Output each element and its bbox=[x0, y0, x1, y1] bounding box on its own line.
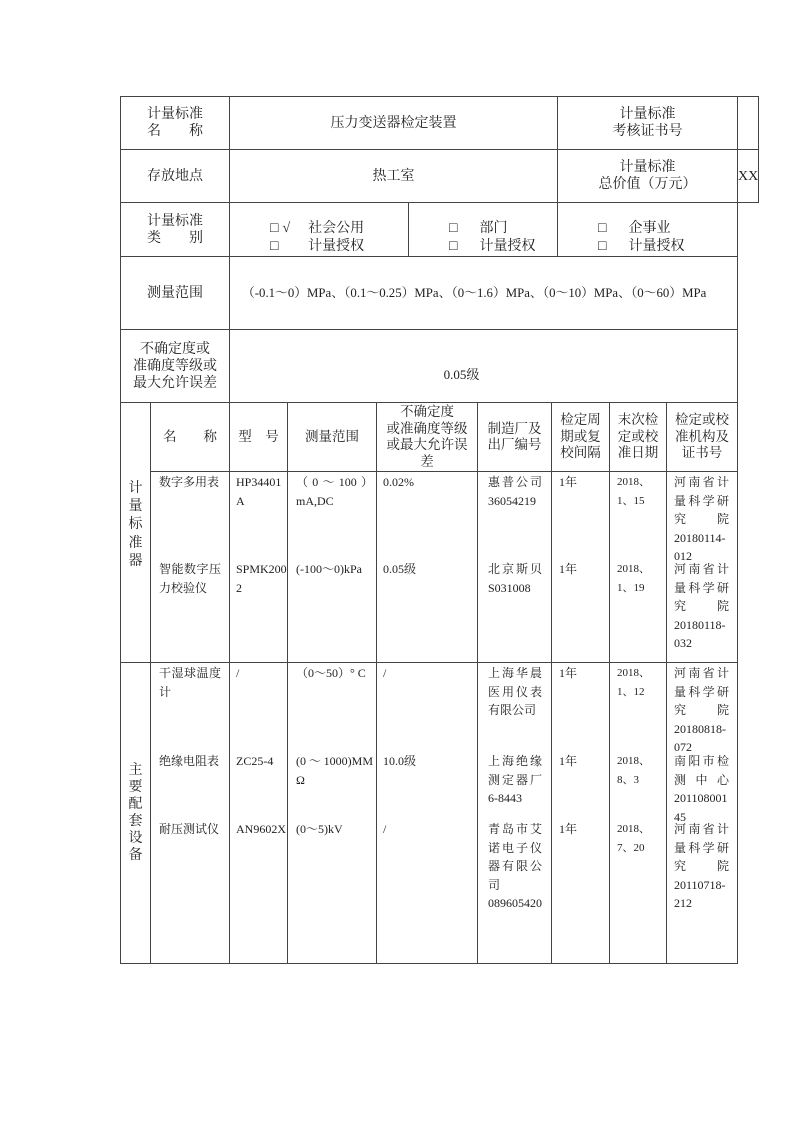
header-row bbox=[121, 403, 738, 472]
equipment-name: 绝缘电阻表 bbox=[159, 754, 220, 768]
column-header-manufacturer: 制造厂及出厂编号 bbox=[478, 403, 552, 472]
checkbox-icon: □ bbox=[598, 239, 607, 254]
manufacturer: 惠普公司36054219 bbox=[488, 475, 542, 508]
category-option-checkbox bbox=[598, 220, 610, 238]
table-row bbox=[121, 559, 738, 663]
accuracy: 0.02% bbox=[383, 475, 414, 489]
standard-name-label: 计量标准 名 称 bbox=[121, 97, 230, 150]
certificate-number-value bbox=[738, 97, 759, 150]
calibration-period: 1年 bbox=[559, 562, 578, 576]
measurement-range: (0～1000)MMΩ bbox=[296, 754, 373, 787]
last-calibration-date: 2018、8、3 bbox=[617, 755, 650, 786]
calibration-institution: 河南省计量科学研究院20180114-012 bbox=[674, 475, 729, 563]
accuracy: / bbox=[383, 666, 387, 680]
measurement-range-label: 测量范围 bbox=[121, 257, 230, 330]
category-option-checkbox bbox=[449, 238, 461, 256]
manufacturer: 上海绝缘测定器厂6-8443 bbox=[488, 754, 542, 805]
category-option-label: 部门 bbox=[479, 221, 508, 236]
column-header-period: 检定周期或复校间隔 bbox=[552, 403, 610, 472]
model-number: HP34401A bbox=[236, 475, 282, 508]
calibration-institution: 河南省计量科学研究院20180818-072 bbox=[674, 666, 729, 754]
model-number: AN9602X bbox=[236, 822, 286, 836]
section-label-text: 主要配套设备 bbox=[128, 763, 143, 863]
standard-info-table bbox=[120, 96, 759, 403]
checkbox-icon: □ bbox=[270, 239, 279, 254]
calibration-period: 1年 bbox=[559, 475, 578, 489]
table-row bbox=[121, 751, 738, 819]
total-value-value: XX bbox=[738, 150, 759, 203]
category-option-label: 计量授权 bbox=[308, 239, 365, 254]
column-header-accuracy: 不确定度 或准确度等级或最大允许误差 bbox=[377, 403, 478, 472]
standard-name-value: 压力变送器检定装置 bbox=[230, 97, 558, 150]
measurement-range-value: （-0.1～0）MPa、（0.1～0.25）MPa、（0～1.6）MPa、（0～10）MPa、（0～60）MPa bbox=[230, 257, 738, 330]
equipment-name: 干湿球温度计 bbox=[159, 666, 221, 699]
manufacturer: 上海华晨医用仪表有限公司 bbox=[488, 666, 542, 717]
column-header-last-date: 末次检定或校准日期 bbox=[610, 403, 667, 472]
table-row bbox=[121, 663, 738, 751]
standard-category-label: 计量标准 类 别 bbox=[121, 203, 230, 257]
uncertainty-label: 不确定度或 准确度等级或 最大允许误差 bbox=[121, 330, 230, 403]
category-group-department bbox=[409, 203, 558, 257]
equipment-name: 数字多用表 bbox=[159, 475, 220, 489]
checkbox-icon: □ bbox=[598, 221, 607, 236]
manufacturer: 北京斯贝S031008 bbox=[488, 562, 542, 595]
section-label-standards bbox=[121, 403, 151, 663]
model-number: ZC25-4 bbox=[236, 754, 274, 768]
column-header-range: 测量范围 bbox=[288, 403, 377, 472]
measurement-range: (-100～0)kPa bbox=[296, 562, 362, 576]
table-row bbox=[121, 472, 738, 559]
equipment-name: 智能数字压力校验仪 bbox=[159, 562, 221, 595]
calibration-institution: 河南省计量科学研究院20110718-212 bbox=[674, 822, 729, 910]
calibration-period: 1年 bbox=[559, 754, 578, 768]
last-calibration-date: 2018、1、15 bbox=[617, 476, 650, 507]
column-header-model: 型 号 bbox=[230, 403, 288, 472]
column-header-institution: 检定或校准机构及证书号 bbox=[667, 403, 738, 472]
last-calibration-date: 2018、7、20 bbox=[617, 823, 650, 854]
certificate-number-label: 计量标准 考核证书号 bbox=[558, 97, 738, 150]
calibration-institution: 南阳市检测中心20110800145 bbox=[674, 754, 729, 824]
model-number: / bbox=[236, 666, 240, 680]
equipment-table bbox=[120, 403, 738, 964]
category-option-checkbox bbox=[270, 220, 290, 238]
total-value-label: 计量标准 总价值（万元） bbox=[558, 150, 738, 203]
table-row bbox=[121, 819, 738, 964]
category-group-enterprise bbox=[558, 203, 738, 257]
checkbox-icon: □ bbox=[449, 221, 458, 236]
manufacturer: 青岛市艾诺电子仪器有限公司089605420 bbox=[488, 822, 542, 910]
accuracy: 10.0级 bbox=[383, 754, 417, 768]
category-option-checkbox bbox=[270, 238, 290, 256]
storage-location-label: 存放地点 bbox=[121, 150, 230, 203]
measurement-range: （0～50）° C bbox=[296, 666, 366, 680]
accuracy: / bbox=[383, 822, 387, 836]
category-option-checkbox bbox=[598, 238, 610, 256]
category-option-label: 企事业 bbox=[628, 221, 671, 236]
measurement-range: (0～5)kV bbox=[296, 822, 343, 836]
check-mark-icon: √ bbox=[282, 221, 291, 236]
checkbox-icon: □ bbox=[270, 221, 279, 236]
calibration-period: 1年 bbox=[559, 666, 578, 680]
last-calibration-date: 2018、1、12 bbox=[617, 667, 650, 698]
category-option-label: 社会公用 bbox=[308, 221, 365, 236]
storage-location-value: 热工室 bbox=[230, 150, 558, 203]
calibration-period: 1年 bbox=[559, 822, 578, 836]
calibration-institution: 河南省计量科学研究院20180118-032 bbox=[674, 562, 729, 650]
accuracy: 0.05级 bbox=[383, 562, 417, 576]
measurement-range: （0～100）mA,DC bbox=[296, 475, 373, 508]
uncertainty-value: 0.05级 bbox=[230, 330, 738, 403]
category-option-label: 计量授权 bbox=[479, 239, 536, 254]
section-label-auxiliary-equipment bbox=[121, 663, 151, 964]
section-label-text: 计量标准器 bbox=[128, 480, 143, 569]
last-calibration-date: 2018、1、19 bbox=[617, 563, 650, 594]
category-option-checkbox bbox=[449, 220, 461, 238]
checkbox-icon: □ bbox=[449, 239, 458, 254]
column-header-name: 名 称 bbox=[151, 403, 230, 472]
model-number: SPMK2002 bbox=[236, 562, 287, 595]
equipment-name: 耐压测试仪 bbox=[159, 822, 220, 836]
category-group-social bbox=[230, 203, 409, 257]
category-option-label: 计量授权 bbox=[628, 239, 685, 254]
